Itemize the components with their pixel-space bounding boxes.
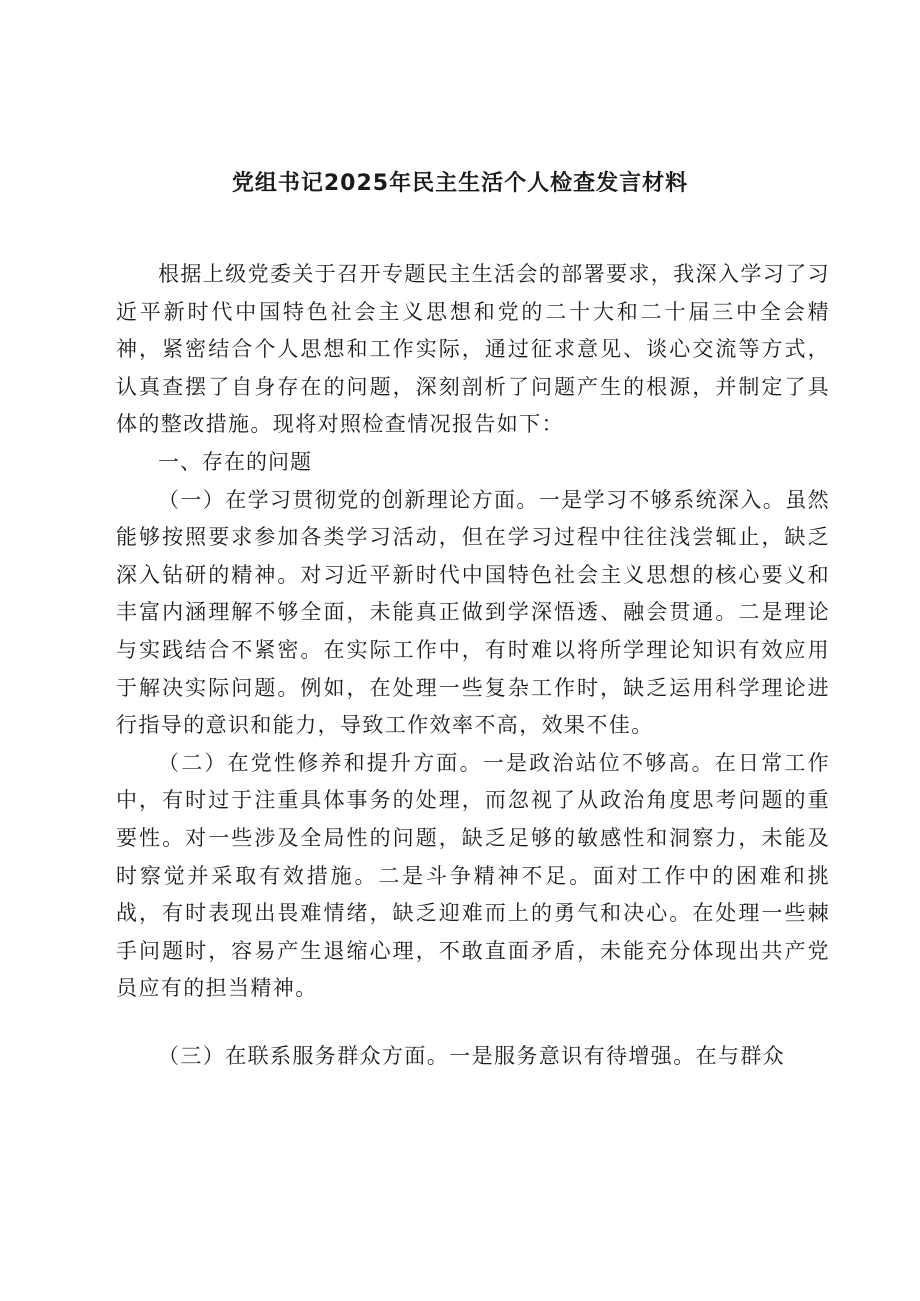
section-heading: 一、存在的问题 [158, 449, 312, 474]
document-body [116, 256, 830, 1075]
document-title: 党组书记2025年民主生活个人检查发言材料 [231, 171, 689, 196]
body-paragraph: （二）在党性修养和提升方面。一是政治站位不够高。在日常工作中，有时过于注重具体事务的处理，而忽视了从政治角度思考问题的重要性。对一些涉及全局性的问题，缺乏足够的敏感性和洞察力，未能及时察觉并采取有效措施。二是斗争精神不足。面对工作中的困难和挑战，有时表现出畏难情绪，缺乏迎难而上的勇气和决心。在处理一些棘手问题时，容易产生退缩心理，不敢直面矛盾，未能充分体现出共产党员应有的担当精神。 [116, 750, 830, 1001]
body-paragraph: （一）在学习贯彻党的创新理论方面。一是学习不够系统深入。虽然能够按照要求参加各类学习活动，但在学习过程中往往浅尝辄止，缺乏深入钻研的精神。对习近平新时代中国特色社会主义思想的核心要义和丰富内涵理解不够全面，未能真正做到学深悟透、融会贯通。二是理论与实践结合不紧密。在实际工作中，有时难以将所学理论知识有效应用于解决实际问题。例如，在处理一些复杂工作时，缺乏运用科学理论进行指导的意识和能力，导致工作效率不高，效果不佳。 [116, 487, 830, 738]
body-paragraph: （三）在联系服务群众方面。一是服务意识有待增强。在与群众 [158, 1043, 786, 1068]
intro-paragraph: 根据上级党委关于召开专题民主生活会的部署要求，我深入学习了习近平新时代中国特色社会主义思想和党的二十大和二十届三中全会精神，紧密结合个人思想和工作实际，通过征求意见、谈心交流等方式，认真查摆了自身存在的问题，深刻剖析了问题产生的根源，并制定了具体的整改措施。现将对照检查情况报告如下： [116, 262, 830, 437]
